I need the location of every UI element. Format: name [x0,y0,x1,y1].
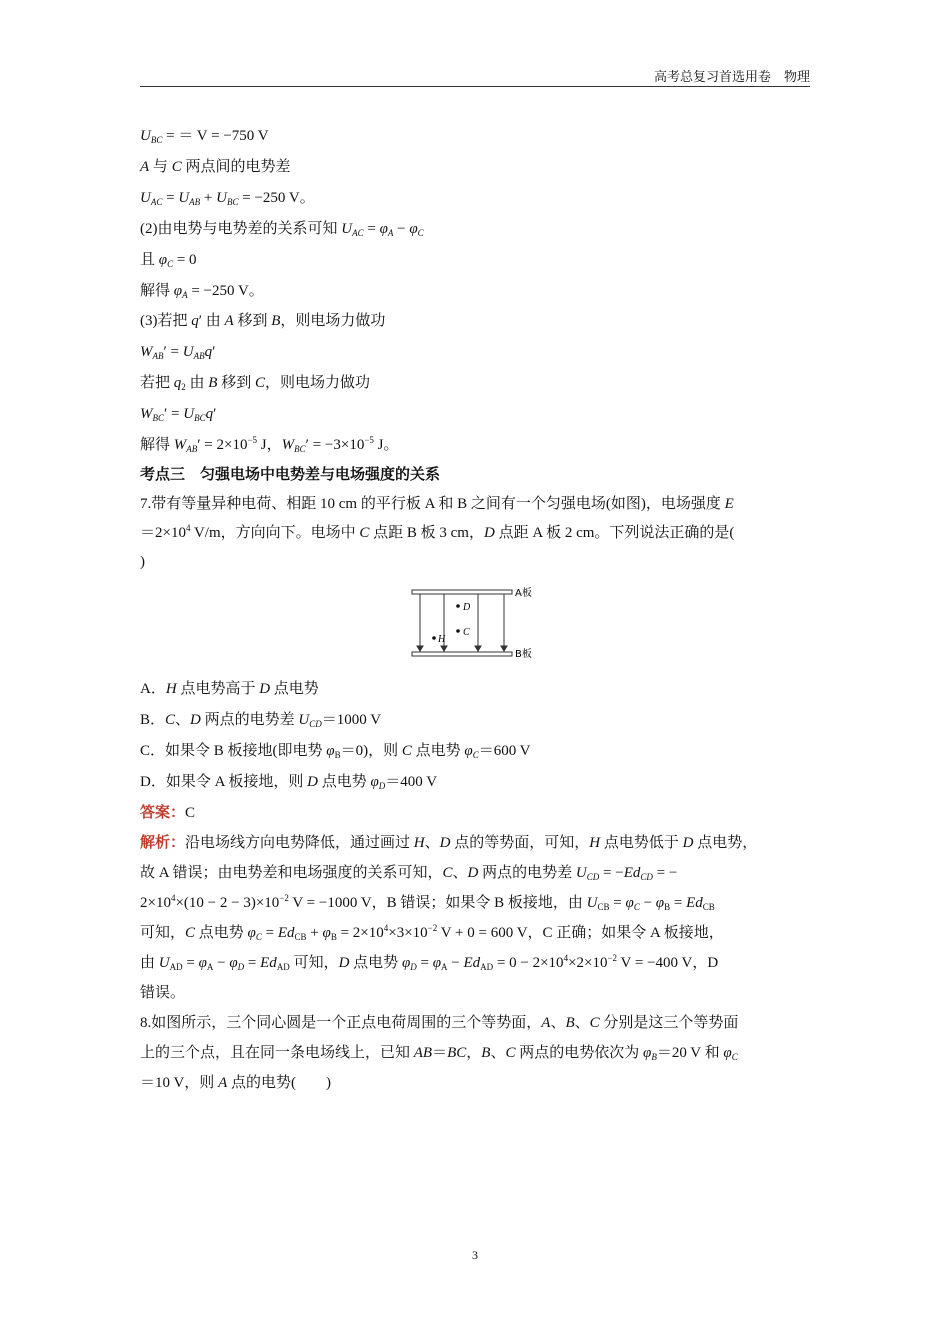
point-c [456,629,460,633]
text-line: $U_{AC} = U_{AB} + U_{BC} = -250$ V。 [140,190,315,207]
text-line: $W_{BC}' = U_{BC}q'$ [140,406,217,423]
plate-b [412,652,512,656]
explanation-line: 错误。 [140,985,186,1001]
text-line: 若把 $q_2$ 由 B 移到 C，则电场力做功 [140,375,370,392]
text-line: 解得 $W_{AB}' = 2\times 10^{-5}$ J，$W_{BC}' = -3\times 10^{-5}$ J。 [140,435,399,454]
point-h [432,636,436,640]
parallel-plate-figure [400,584,560,664]
label-h: H [438,634,446,645]
text-line: A 与 C 两点间的电势差 [140,159,291,175]
text-line: 8.如图所示，三个同心圆是一个正点电荷周围的三个等势面，A、B、C 分别是这三个等势面 [140,1015,739,1031]
field-lines [417,594,507,651]
text-line: $=2\times 10^4$ V/m，方向向下。电场中 C 点距 B 板 3 cm，D 点距 A 板 2 cm。下列说法正确的是( [140,523,735,541]
label-plate-a: A板 [515,588,532,599]
explanation-line: $2\times 10^4\times(10 - 2 - 3)\times 10^{-2}$ V = −1000 V，B 错误；如果令 B 板接地，由 $U_{CB} = \varphi_C - \varphi_B = Ed_{CB}$ [140,893,715,912]
explanation-line: 故 A 错误；由电势差和电场强度的关系可知，C、D 两点的电势差 $U_{CD} = -Ed_{CD}$ = − [140,865,678,882]
text-line: 且 $\varphi_C = 0$ [140,252,197,269]
text-line: 解得 $\varphi_A = -250$ V。 [140,283,264,300]
point-d [456,604,460,608]
page-number: 3 [472,1248,478,1262]
plate-a [412,590,512,594]
text-line: $U_{BC}$ = ＝ V = −750 V [140,128,269,145]
text-line: 上的三个点，且在同一条电场线上，已知 AB＝BC，B、C 两点的电势依次为 $\varphi_B=20$ V 和 $\varphi_C$ [140,1045,738,1062]
option-b: B．C、D 两点的电势差 $U_{CD}=1000$ V [140,712,382,729]
page-header [140,66,810,87]
option-d: D．如果令 A 板接地，则 D 点电势 $\varphi_D=400$ V [140,774,438,791]
label-d: D [463,602,471,613]
header-text: 高考总复习首选用卷 物理 [653,70,810,85]
section-heading: 考点三 匀强电场中电势差与电场强度的关系 [140,467,441,483]
text-line: ) [140,554,145,570]
text-line: (3)若把 q′ 由 A 移到 B，则电场力做功 [140,313,386,329]
answer: 答案：C [140,805,196,821]
label-plate-b: B板 [515,649,532,660]
explanation-line: 由 $U_{AD} = \varphi_A - \varphi_D = Ed_{AD}$ 可知，D 点电势 $\varphi_D = \varphi_A - Ed_{AD} = 0 - 2\times 10^4\times 2\times 10^{-2}$ V = −400 V，D [140,953,719,972]
line-0 [0,0,1,1]
text-line: $W_{AB}' = U_{AB}q'$ [140,344,216,361]
option-a: A．H 点电势高于 D 点电势 [140,681,319,697]
text-line: 7.带有等量异种电荷、相距 10 cm 的平行板 A 和 B 之间有一个匀强电场(如图)，电场强度 E [140,496,734,512]
explanation-line: 可知，C 点电势 $\varphi_C = Ed_{CB} + \varphi_B = 2\times 10^4\times 3\times 10^{-2}$ V + 0 = 600 V，C 正确；如果令 A 板接地， [140,923,724,942]
text-line: ＝10 V，则 A 点的电势( ) [140,1075,331,1091]
explanation-line: 解析：沿电场线方向电势降低，通过画过 H、D 点的等势面，可知，H 点电势低于 D 点电势， [140,835,758,851]
text-line: (2)由电势与电势差的关系可知 $U_{AC} = \varphi_A - \varphi_C$ [140,221,424,238]
label-c: C [463,627,470,638]
option-c: C．如果令 B 板接地(即电势 $\varphi_B=0$)，则 C 点电势 $\varphi_C=600$ V [140,743,531,760]
